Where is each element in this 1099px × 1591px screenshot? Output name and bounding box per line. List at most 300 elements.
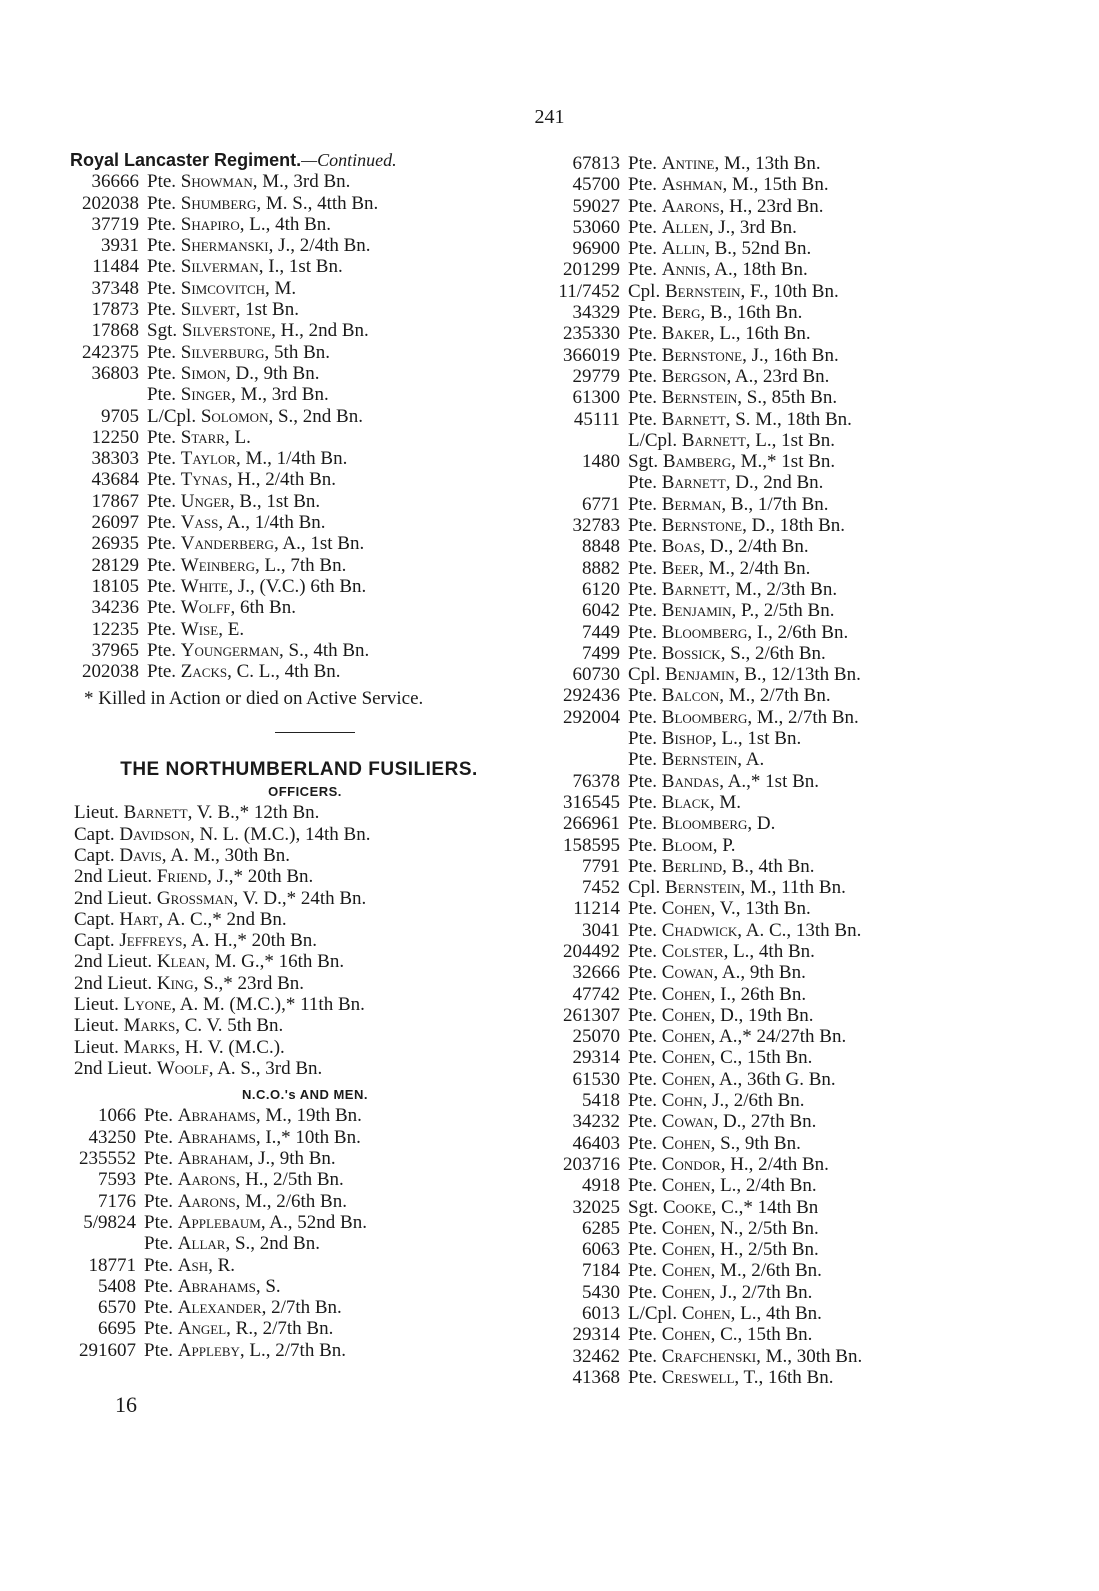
service-number: 26935 — [91, 533, 139, 555]
list-item — [548, 1218, 1068, 1239]
rank: Pte. — [628, 898, 662, 920]
surname: Bernstein — [661, 387, 738, 409]
list-item — [70, 491, 540, 512]
rank: Pte. — [147, 533, 181, 555]
rank: Pte. — [144, 1126, 178, 1148]
entry-text — [628, 813, 775, 834]
rank: Pte. — [628, 621, 662, 643]
details: , C., 15th Bn. — [710, 1324, 813, 1346]
surname: Vass — [180, 512, 219, 534]
rank: Pte. — [144, 1190, 178, 1212]
entry-text — [144, 1148, 336, 1169]
details: , V., 13th Bn. — [710, 898, 811, 920]
entry-text — [147, 235, 371, 256]
details: , B., 1/7th Bn. — [721, 493, 829, 515]
surname: Cohen — [661, 983, 711, 1005]
rank: Pte. — [628, 1132, 662, 1154]
details: , J., (V.C.) 6th Bn. — [228, 575, 367, 597]
list-item — [548, 1005, 1068, 1026]
surname: Starr — [180, 426, 225, 448]
service-number: 47742 — [572, 983, 620, 1005]
surname: Silvert — [180, 299, 236, 321]
list-item — [548, 558, 1068, 579]
service-number: 61530 — [572, 1068, 620, 1090]
rank: Pte. — [628, 749, 662, 771]
details: , S., 2nd Bn. — [225, 1233, 320, 1255]
section-divider — [275, 732, 355, 733]
surname: Barnett — [661, 472, 726, 494]
list-item — [548, 536, 1068, 557]
entry-text — [628, 1282, 812, 1303]
list-item — [70, 640, 540, 661]
rank: Pte. — [144, 1275, 178, 1297]
entry-text — [147, 469, 336, 490]
service-number: 202038 — [82, 192, 139, 214]
entry-text — [147, 661, 341, 682]
rank: Pte. — [147, 639, 181, 661]
surname: Annis — [661, 259, 706, 281]
surname: Barnett — [123, 802, 188, 824]
entry-text — [628, 941, 815, 962]
details: , M. — [265, 277, 297, 299]
entry-text — [628, 984, 806, 1005]
rank: Pte. — [144, 1339, 178, 1361]
surname: Berlind — [661, 855, 723, 877]
details: , J., 3rd Bn. — [708, 216, 797, 238]
details: , M., 15th Bn. — [722, 174, 829, 196]
service-number: 34329 — [572, 302, 620, 324]
details: , 2/7th Bn. — [261, 1297, 342, 1319]
list-item — [548, 1154, 1068, 1175]
details: , H., 2/4th Bn. — [227, 469, 336, 491]
list-item — [548, 281, 1068, 302]
service-number: 53060 — [572, 216, 620, 238]
list-item — [548, 366, 1068, 387]
rank: Pte. — [628, 1004, 662, 1026]
list-item — [70, 597, 540, 618]
details: , I., 26th Bn. — [710, 983, 807, 1005]
list-item — [70, 214, 540, 235]
surname: Marks — [123, 1015, 176, 1037]
surname: Ash — [177, 1254, 209, 1276]
list-item — [70, 1191, 540, 1212]
surname: Allen — [661, 216, 709, 238]
details: , M., 2/6th Bn. — [710, 1260, 822, 1282]
entry-text — [628, 1303, 822, 1324]
service-number: 11/7452 — [558, 280, 620, 302]
surname: Beer — [661, 557, 700, 579]
service-number: 5418 — [582, 1090, 620, 1112]
list-item — [548, 1239, 1068, 1260]
entry-text — [147, 533, 364, 554]
rank: Pte. — [628, 515, 662, 537]
service-number: 59027 — [572, 195, 620, 217]
details: , M., 30th Bn. — [756, 1345, 863, 1367]
rank: Pte. — [628, 1281, 662, 1303]
entry-text — [147, 427, 251, 448]
list-item — [548, 1324, 1068, 1345]
surname: Wolff — [180, 597, 231, 619]
rank: Pte. — [147, 426, 181, 448]
details: , D., 2nd Bn. — [725, 472, 824, 494]
rank: Pte. — [628, 1153, 662, 1175]
list-item — [70, 661, 540, 682]
list-item — [548, 622, 1068, 643]
details: , J., 2/4th Bn. — [268, 235, 371, 257]
entry-text — [628, 771, 819, 792]
list-item — [548, 749, 1068, 770]
details: , S., 85th Bn. — [737, 387, 838, 409]
surname: Bloomberg — [661, 621, 748, 643]
rank: Pte. — [628, 962, 662, 984]
entry-text — [74, 888, 366, 909]
details: , L., 16th Bn. — [709, 323, 811, 345]
entry-text — [147, 448, 347, 469]
details: , M., 3rd Bn. — [252, 171, 351, 193]
details: , S., 4th Bn. — [279, 639, 370, 661]
rank: Pte. — [147, 256, 181, 278]
service-number — [548, 749, 628, 770]
rank: Pte. — [628, 940, 662, 962]
list-item — [70, 555, 540, 576]
entry-text — [628, 281, 839, 302]
list-item — [70, 802, 540, 823]
entry-text — [74, 951, 344, 972]
surname: Unger — [180, 490, 230, 512]
service-number: 6570 — [98, 1297, 136, 1319]
details: , L., 2/7th Bn. — [239, 1339, 346, 1361]
rank: Capt. — [74, 844, 120, 866]
list-item — [548, 835, 1068, 856]
entry-text — [628, 196, 824, 217]
rank: L/Cpl. — [628, 1303, 682, 1325]
list-item — [548, 515, 1068, 536]
service-number: 3931 — [101, 235, 139, 257]
details: , L., 1st Bn. — [712, 728, 802, 750]
entry-text — [147, 320, 369, 341]
details: , M. S., 4tth Bn. — [256, 192, 379, 214]
rank: Pte. — [144, 1148, 178, 1170]
service-number: 7184 — [582, 1260, 620, 1282]
list-item — [70, 1169, 540, 1190]
list-item — [548, 984, 1068, 1005]
surname: Zacks — [180, 661, 228, 683]
entry-text — [628, 685, 831, 706]
details: , H., 23rd Bn. — [719, 195, 824, 217]
surname: Alexander — [177, 1297, 262, 1319]
details: , S. M., 18th Bn. — [725, 408, 852, 430]
surname: Taylor — [180, 448, 236, 470]
entry-text — [628, 536, 809, 557]
entry-text — [628, 472, 823, 493]
surname: Marks — [123, 1036, 176, 1058]
surname: Cohen — [661, 1026, 711, 1048]
details: , L., 7th Bn. — [255, 554, 347, 576]
details: , C., 15th Bn. — [710, 1047, 813, 1069]
rank: Pte. — [628, 919, 662, 941]
details: , M.,* 1st Bn. — [731, 451, 836, 473]
service-number: 5/9824 — [83, 1211, 136, 1233]
right-column — [548, 153, 1068, 1388]
list-item — [548, 643, 1068, 664]
rank: Pte. — [144, 1211, 178, 1233]
details: , M. G.,* 16th Bn. — [205, 951, 345, 973]
entry-text — [628, 1069, 836, 1090]
rank: Capt. — [74, 930, 120, 952]
rank: Pte. — [144, 1297, 178, 1319]
entry-text — [74, 1058, 322, 1079]
entry-text — [147, 512, 326, 533]
service-number: 202038 — [82, 661, 139, 683]
surname: Simon — [180, 362, 227, 384]
details: , D., 18th Bn. — [742, 515, 846, 537]
entry-text — [144, 1255, 235, 1276]
entry-text — [628, 345, 839, 366]
service-number: 38303 — [91, 448, 139, 470]
rank: Pte. — [147, 277, 181, 299]
details: , L., 4th Bn. — [239, 213, 332, 235]
rank: Lieut. — [74, 802, 124, 824]
entry-text — [628, 1367, 833, 1388]
surname: Bernstein — [664, 877, 741, 899]
entry-text — [628, 707, 859, 728]
entry-text — [628, 920, 861, 941]
rank: 2nd Lieut. — [74, 951, 157, 973]
details: , L., 2/4th Bn. — [710, 1175, 817, 1197]
entry-text — [628, 1026, 846, 1047]
list-item — [70, 576, 540, 597]
surname: Friend — [156, 866, 208, 888]
service-number: 11214 — [573, 898, 620, 920]
surname: Bamberg — [662, 451, 732, 473]
service-number: 32666 — [572, 962, 620, 984]
surname: Bossick — [661, 642, 721, 664]
entry-text — [628, 387, 837, 408]
service-number: 6695 — [98, 1318, 136, 1340]
surname: Solomon — [200, 405, 269, 427]
entry-text — [628, 749, 764, 770]
list-item — [548, 1026, 1068, 1047]
surname: Cohen — [661, 1260, 711, 1282]
details: , A. S., 3rd Bn. — [208, 1057, 323, 1079]
service-number — [548, 430, 628, 451]
surname: Abraham — [177, 1148, 249, 1170]
rank: Pte. — [628, 983, 662, 1005]
surname: Cohen — [661, 1004, 711, 1026]
surname: Wise — [180, 618, 219, 640]
surname: Barnett — [661, 408, 726, 430]
details: , M., 1/4th Bn. — [235, 448, 348, 470]
surname: Cohen — [661, 898, 711, 920]
service-number: 46403 — [572, 1132, 620, 1154]
rank: Pte. — [628, 365, 662, 387]
list-item — [70, 1233, 540, 1254]
surname: Applebaum — [177, 1211, 261, 1233]
surname: King — [156, 972, 194, 994]
details: , B., 16th Bn. — [700, 302, 803, 324]
details: , A. H.,* 20th Bn. — [182, 930, 318, 952]
list-item — [70, 845, 540, 866]
rank: Pte. — [628, 174, 662, 196]
entry-text — [628, 856, 815, 877]
entry-text — [628, 877, 846, 898]
details: , V. B.,* 12th Bn. — [187, 802, 320, 824]
entry-text — [628, 579, 837, 600]
service-number: 28129 — [91, 554, 139, 576]
rank: Pte. — [628, 706, 662, 728]
surname: Lyone — [123, 993, 172, 1015]
rank: Pte. — [628, 685, 662, 707]
entry-text — [628, 409, 852, 430]
rank: Pte. — [628, 1260, 662, 1282]
surname: Davis — [119, 844, 162, 866]
rank: Pte. — [147, 362, 181, 384]
list-item — [548, 920, 1068, 941]
list-item — [70, 973, 540, 994]
surname: Cohn — [661, 1090, 703, 1112]
entry-text — [628, 728, 801, 749]
details: , A. — [737, 749, 765, 771]
service-number: 8882 — [582, 557, 620, 579]
rank: Pte. — [628, 259, 662, 281]
details: , J., 9th Bn. — [248, 1148, 336, 1170]
rank: Pte. — [147, 192, 181, 214]
entry-text — [628, 1260, 822, 1281]
details: , B., 4th Bn. — [722, 855, 815, 877]
service-number: 292004 — [563, 706, 620, 728]
service-number: 37348 — [91, 277, 139, 299]
surname: Berman — [661, 493, 722, 515]
surname: Klean — [156, 951, 206, 973]
list-item — [548, 302, 1068, 323]
details: , D., 2/4th Bn. — [700, 536, 809, 558]
service-number: 266961 — [563, 813, 620, 835]
list-item — [548, 877, 1068, 898]
surname: Bernstone — [661, 344, 743, 366]
rank: Sgt. — [628, 1196, 663, 1218]
details: , H., 2/5th Bn. — [710, 1239, 819, 1261]
entry-text — [74, 1037, 285, 1058]
details: , B., 12/13th Bn. — [734, 664, 861, 686]
entry-text — [628, 1197, 818, 1218]
list-item — [548, 1090, 1068, 1111]
list-item — [548, 707, 1068, 728]
rank: Pte. — [628, 216, 662, 238]
entry-text — [628, 323, 811, 344]
details: , R. — [208, 1254, 236, 1276]
officers-heading: OFFICERS. — [268, 784, 342, 800]
entry-text — [628, 1324, 812, 1345]
entry-text — [144, 1169, 344, 1190]
service-number: 201299 — [563, 259, 620, 281]
entry-text — [147, 278, 296, 299]
surname: Appleby — [177, 1339, 240, 1361]
entry-text — [74, 930, 317, 951]
service-number: 291607 — [79, 1339, 136, 1361]
surname: Cowan — [661, 1111, 714, 1133]
entry-text — [74, 909, 287, 930]
rank: Pte. — [628, 1217, 662, 1239]
rank: Pte. — [628, 1068, 662, 1090]
rank: Pte. — [628, 770, 662, 792]
list-item — [70, 427, 540, 448]
list-item — [548, 259, 1068, 280]
list-item — [70, 1148, 540, 1169]
entry-text — [628, 1239, 819, 1260]
rank: Pte. — [628, 1239, 662, 1261]
entry-text — [628, 1346, 862, 1367]
service-number — [548, 472, 628, 493]
list-item — [70, 909, 540, 930]
officers-list — [70, 802, 540, 1079]
entry-text — [144, 1340, 346, 1361]
details: , A. M., 30th Bn. — [161, 844, 291, 866]
rank: Pte. — [628, 642, 662, 664]
service-number: 67813 — [572, 153, 620, 174]
service-number: 158595 — [563, 834, 620, 856]
list-item — [70, 533, 540, 554]
surname: Showman — [180, 171, 253, 193]
rank: Pte. — [144, 1105, 178, 1127]
surname: Cohen — [661, 1324, 711, 1346]
entry-text — [144, 1318, 333, 1339]
entry-text — [628, 259, 808, 280]
list-item — [548, 962, 1068, 983]
list-item — [548, 409, 1068, 430]
surname: Cohen — [661, 1175, 711, 1197]
service-number: 7176 — [98, 1190, 136, 1212]
entry-text — [147, 384, 329, 405]
service-number: 6013 — [582, 1303, 620, 1325]
entry-text — [147, 491, 320, 512]
surname: Abrahams — [177, 1275, 256, 1297]
surname: Antine — [661, 153, 715, 174]
service-number: 292436 — [563, 685, 620, 707]
details: , D. — [747, 813, 776, 835]
service-number: 1480 — [582, 451, 620, 473]
surname: Benjamin — [661, 600, 732, 622]
list-item — [548, 387, 1068, 408]
service-number: 36666 — [91, 171, 139, 193]
surname: Balcon — [661, 685, 720, 707]
entry-text — [628, 643, 826, 664]
details: , L., 4th Bn. — [723, 940, 815, 962]
entry-text — [147, 256, 343, 277]
details: , S., 2nd Bn. — [268, 405, 363, 427]
surname: Cowan — [661, 962, 714, 984]
surname: Berg — [661, 302, 701, 324]
surname: Grossman — [156, 887, 234, 909]
surname: Cohen — [661, 1068, 711, 1090]
surname: Ashman — [661, 174, 723, 196]
details: , M., 2/7th Bn. — [747, 706, 859, 728]
details: , A. C.,* 2nd Bn. — [158, 908, 287, 930]
entry-text — [74, 994, 365, 1015]
list-item — [70, 1212, 540, 1233]
surname: Colster — [661, 940, 724, 962]
details: , F., 10th Bn. — [740, 280, 839, 302]
details: , C.,* 14th Bn — [711, 1196, 819, 1218]
list-item — [548, 1133, 1068, 1154]
details: , L., 1st Bn. — [745, 429, 835, 451]
rank: Pte. — [628, 1090, 662, 1112]
entry-text — [628, 898, 811, 919]
details: , B., 1st Bn. — [229, 490, 321, 512]
list-item — [70, 619, 540, 640]
service-number: 203716 — [563, 1153, 620, 1175]
entry-text — [144, 1105, 362, 1126]
list-item — [70, 1015, 540, 1036]
